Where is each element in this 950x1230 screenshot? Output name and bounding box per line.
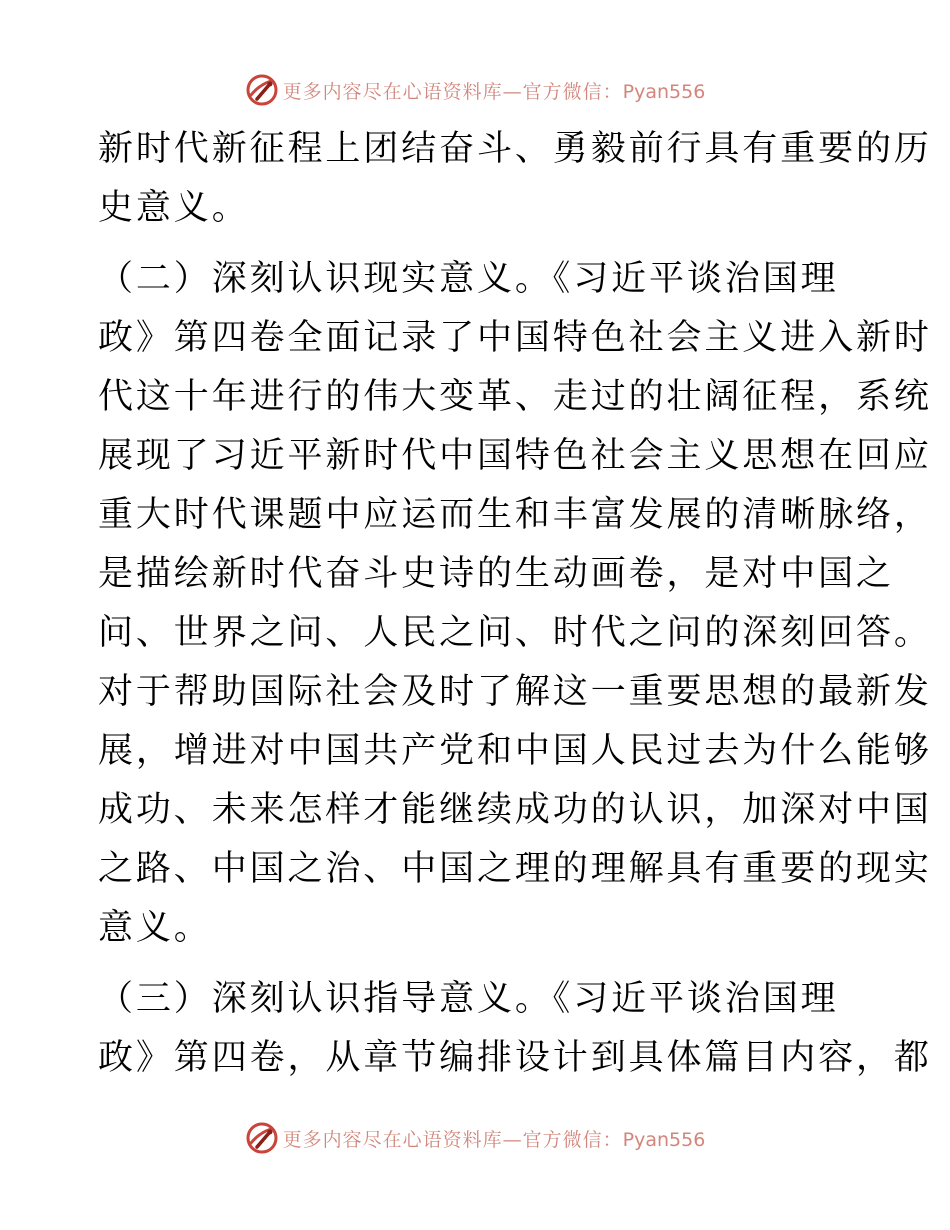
pen-logo-icon: [245, 73, 279, 107]
document-body: [98, 120, 932, 1088]
footer-watermark: [0, 1118, 950, 1158]
text-line: 成功、未来怎样才能继续成功的认识，加深对中国: [98, 790, 932, 830]
text-line: （二）深刻认识现实意义。《习近平谈治国理: [98, 259, 839, 299]
text-line: 重大时代课题中应运而生和丰富发展的清晰脉络，: [98, 495, 932, 535]
text-line: 展现了习近平新时代中国特色社会主义思想在回应: [98, 436, 932, 476]
text-line: 政》第四卷全面记录了中国特色社会主义进入新时: [98, 318, 932, 358]
text-line: 新时代新征程上团结奋斗、勇毅前行具有重要的历: [98, 129, 932, 169]
text-line: 政》第四卷，从章节编排设计到具体篇目内容，都: [98, 1038, 932, 1078]
text-line: 对于帮助国际社会及时了解这一重要思想的最新发: [98, 672, 932, 712]
watermark-handle: Pyan556: [622, 1128, 706, 1151]
paragraph: [98, 970, 932, 1088]
watermark-text: 更多内容尽在心语资料库—官方微信：Pyan556: [282, 1128, 706, 1151]
text-line: 意义。: [98, 908, 212, 948]
text-line: 是描绘新时代奋斗史诗的生动画卷，是对中国之: [98, 554, 894, 594]
text-line: （三）深刻认识指导意义。《习近平谈治国理: [98, 979, 839, 1019]
paragraph: [98, 120, 932, 238]
text-line: 史意义。: [98, 188, 250, 228]
text-line: 问、世界之问、人民之问、时代之问的深刻回答。: [98, 613, 932, 653]
text-line: 代这十年进行的伟大变革、走过的壮阔征程，系统: [98, 377, 932, 417]
header-watermark: [0, 70, 950, 110]
pen-logo-icon: [245, 1121, 279, 1155]
text-line: 之路、中国之治、中国之理的理解具有重要的现实: [98, 849, 932, 889]
watermark-text: 更多内容尽在心语资料库—官方微信：Pyan556: [282, 80, 706, 103]
paragraph: [98, 250, 932, 958]
text-line: 展，增进对中国共产党和中国人民过去为什么能够: [98, 731, 932, 771]
watermark-handle: Pyan556: [622, 80, 706, 103]
